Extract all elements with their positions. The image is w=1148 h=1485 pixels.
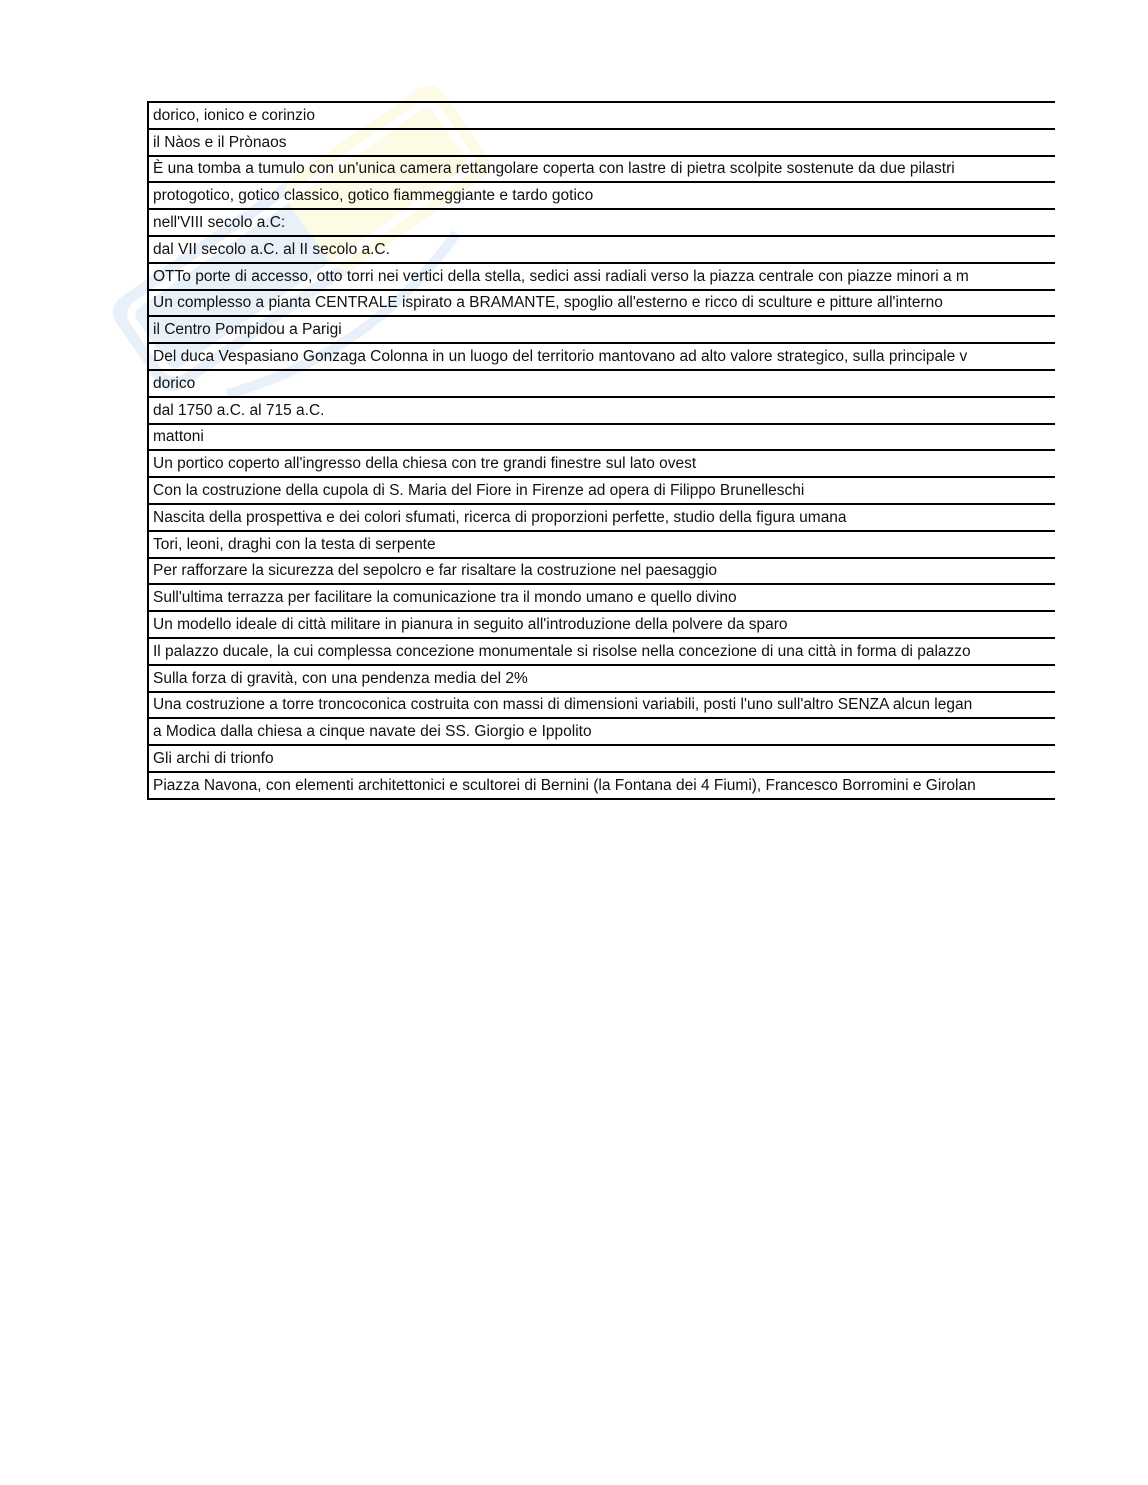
table-row: [148, 129, 1055, 156]
table-cell: Nascita della prospettiva e dei colori sfumati, ricerca di proporzioni perfette, studio della figura umana: [148, 504, 1055, 531]
table-cell: Del duca Vespasiano Gonzaga Colonna in un luogo del territorio mantovano ad alto valore strategico, sulla principale v: [148, 343, 1055, 370]
table-row: [148, 263, 1055, 290]
table-row: [148, 316, 1055, 343]
table-row: [148, 504, 1055, 531]
table-cell: OTTo porte di accesso, otto torri nei vertici della stella, sedici assi radiali verso la piazza centrale con piazze minori a m: [148, 263, 1055, 290]
table-cell: il Nàos e il Prònaos: [148, 129, 1055, 156]
table-row: [148, 424, 1055, 451]
table-row: [148, 584, 1055, 611]
table-cell: dorico: [148, 370, 1055, 397]
table-cell: dal 1750 a.C. al 715 a.C.: [148, 397, 1055, 424]
table-cell: a Modica dalla chiesa a cinque navate dei SS. Giorgio e Ippolito: [148, 718, 1055, 745]
table-cell: Piazza Navona, con elementi architettonici e scultorei di Bernini (la Fontana dei 4 Fiumi), Francesco Borromini e Girolan: [148, 772, 1055, 799]
table-cell: È una tomba a tumulo con un'unica camera rettangolare coperta con lastre di pietra scolpite sostenute da due pilastri: [148, 156, 1055, 183]
table-cell: Gli archi di trionfo: [148, 745, 1055, 772]
table-cell: il Centro Pompidou a Parigi: [148, 316, 1055, 343]
table-cell: Sull'ultima terrazza per facilitare la comunicazione tra il mondo umano e quello divino: [148, 584, 1055, 611]
table-row: [148, 450, 1055, 477]
table-cell: dal VII secolo a.C. al II secolo a.C.: [148, 236, 1055, 263]
table-row: [148, 692, 1055, 719]
table-cell: Per rafforzare la sicurezza del sepolcro e far risaltare la costruzione nel paesaggio: [148, 558, 1055, 585]
table-row: [148, 772, 1055, 799]
table-row: [148, 156, 1055, 183]
table-cell: mattoni: [148, 424, 1055, 451]
table-row: [148, 397, 1055, 424]
table-cell: Sulla forza di gravità, con una pendenza media del 2%: [148, 665, 1055, 692]
table-row: [148, 745, 1055, 772]
table-row: [148, 611, 1055, 638]
table-row: [148, 477, 1055, 504]
table-cell: Con la costruzione della cupola di S. Maria del Fiore in Firenze ad opera di Filippo Brunelleschi: [148, 477, 1055, 504]
table-row: [148, 558, 1055, 585]
table-row: [148, 236, 1055, 263]
table-row: [148, 718, 1055, 745]
table-row: [148, 531, 1055, 558]
table-cell: nell'VIII secolo a.C:: [148, 209, 1055, 236]
table-cell: Tori, leoni, draghi con la testa di serpente: [148, 531, 1055, 558]
answers-table: [147, 101, 1055, 800]
table-row: [148, 182, 1055, 209]
table-row: [148, 290, 1055, 317]
table-cell: Un modello ideale di città militare in pianura in seguito all'introduzione della polvere da sparo: [148, 611, 1055, 638]
table-row: [148, 370, 1055, 397]
table-row: [148, 102, 1055, 129]
table-cell: Un portico coperto all'ingresso della chiesa con tre grandi finestre sul lato ovest: [148, 450, 1055, 477]
table-cell: Un complesso a pianta CENTRALE ispirato a BRAMANTE, spoglio all'esterno e ricco di sculture e pitture all'interno: [148, 290, 1055, 317]
table-cell: Una costruzione a torre troncoconica costruita con massi di dimensioni variabili, posti l'uno sull'altro SENZA alcun legan: [148, 692, 1055, 719]
table-cell: dorico, ionico e corinzio: [148, 102, 1055, 129]
table-row: [148, 665, 1055, 692]
table-cell: Il palazzo ducale, la cui complessa concezione monumentale si risolse nella concezione di una città in forma di palazzo: [148, 638, 1055, 665]
table-cell: protogotico, gotico classico, gotico fiammeggiante e tardo gotico: [148, 182, 1055, 209]
table-row: [148, 209, 1055, 236]
table-row: [148, 638, 1055, 665]
table-row: [148, 343, 1055, 370]
